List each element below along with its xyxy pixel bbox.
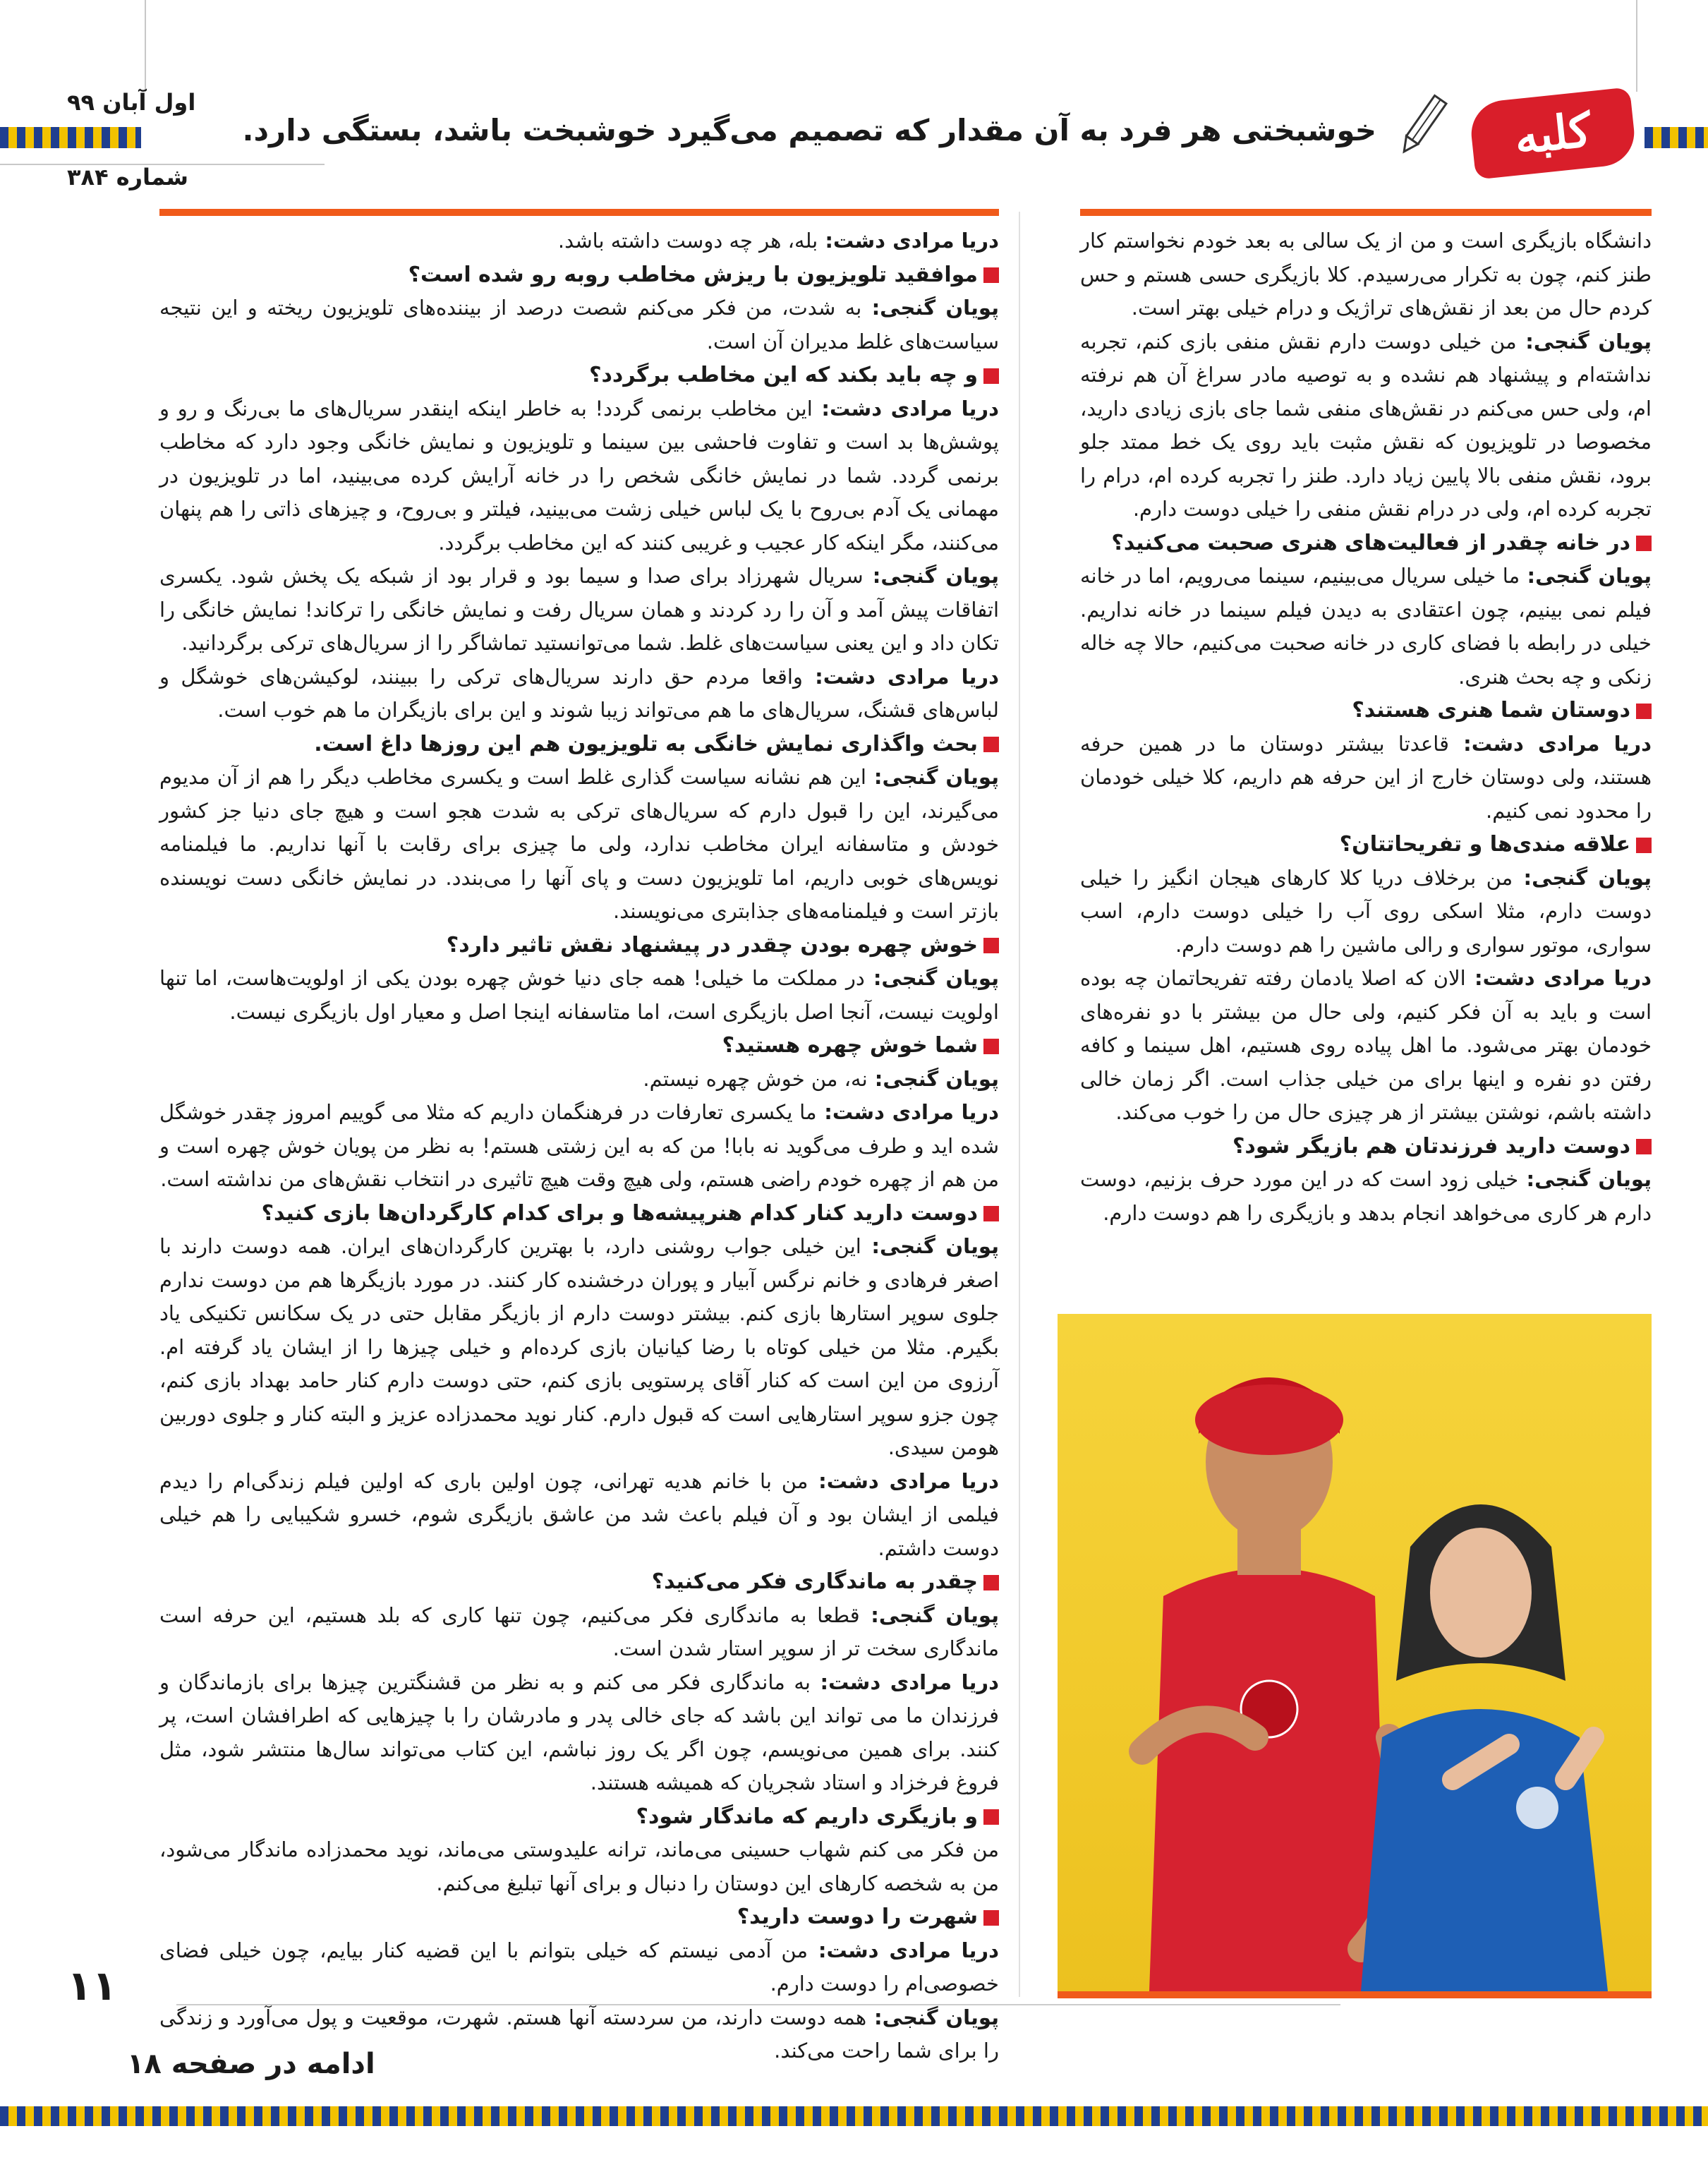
interview-answer	[1080, 962, 1652, 1130]
article-column-left	[159, 209, 999, 2063]
answer-text: قاعدتا بیشتر دوستان ما در همین حرفه هستند، ولی دوستان خارج از این حرفه هم داریم، کلا خیلی خودمان را محدود نمی کنیم.	[1080, 731, 1652, 823]
answer-text: من با خانم هدیه تهرانی، چون اولین باری که اولین فیلم زندگی‌ام را دیدم فیلمی از ایشان بود و آن فیلم باعث شد من عاشق بازیگری شوم، خسرو شکیبایی را هم خیلی دوست داشتم.	[159, 1468, 999, 1560]
answer-text: واقعا مردم حق دارند سریال‌های ترکی را ببینند، لوکیشن‌های خوشگل و لباس‌های قشنگ، سریال‌های ما هم می‌تواند زیبا شوند و این برای بازیگران ما هم خوب است.	[159, 664, 999, 722]
speaker-name: دریا مرادی دشت:	[811, 1670, 999, 1694]
speaker-name: پویان گنجی:	[1520, 564, 1652, 588]
question-text: علاقه مندی‌ها و تفریحاتتان؟	[1339, 832, 1630, 857]
interview-question	[159, 258, 999, 292]
interview-question	[159, 358, 999, 392]
question-text: و بازیگری داریم که ماندگار شود؟	[636, 1804, 978, 1829]
interview-answer	[159, 1465, 999, 1566]
question-bullet-icon	[983, 267, 999, 283]
question-text: و چه باید بکند که این مخاطب برگردد؟	[589, 363, 978, 387]
answer-text: الان که اصلا یادمان رفته تفریحاتمان چه بوده است و باید به آن فکر کنیم، ولی حال من بیشتر با دو نفره‌های خودمان بهتر می‌شود. ما اهل پیاده روی هستیم، اهل سینما و کافه رفتن دو نفره و اینها برای من خیلی جذاب است. اگر زمان خالی داشته باشم، نوشتن بیشتر از هر چیزی حال من را خوب می‌کند.	[1080, 966, 1652, 1124]
header-quote: خوشبختی هر فرد به آن مقدار که تصمیم می‌گیرد خوشبخت باشد، بستگی دارد.	[242, 113, 1376, 147]
column-divider	[1019, 212, 1020, 1997]
question-bullet-icon	[1636, 536, 1652, 551]
answer-text: من آدمی نیستم که خیلی بتوانم با این قضیه کنار بیایم، چون خیلی فضای خصوصی‌ام را دوست دارم.	[159, 1938, 999, 1996]
interview-question	[159, 929, 999, 962]
question-text: شهرت را دوست دارید؟	[737, 1905, 978, 1929]
interview-question	[159, 1565, 999, 1599]
answer-text: همه دوست دارند، من سردسته آنها هستم. شهرت، موقعیت و پول می‌آورد و زندگی را برای شما راحت می‌کند.	[159, 2005, 999, 2063]
interview-answer	[159, 560, 999, 660]
interview-question	[159, 728, 999, 761]
question-text: دوست دارید کنار کدام هنرپیشه‌ها و برای کدام کارگردان‌ها بازی کنید؟	[261, 1200, 978, 1226]
question-text: دوست دارید فرزندتان هم بازیگر شود؟	[1232, 1133, 1630, 1159]
interview-question	[1080, 828, 1652, 862]
article-column-right	[1080, 209, 1652, 1311]
interview-question	[159, 1197, 999, 1231]
issue-number: شماره ۳۸۴	[67, 164, 188, 191]
speaker-name: پویان گنجی:	[859, 1602, 999, 1627]
answer-text: این خیلی جواب روشنی دارد، با بهترین کارگردان‌های ایران. همه دوست دارند با اصغر فرهادی و خانم نرگس آبیار و پوران درخشنده کار کنند. در مورد بازیگرها هم من دوست ندارم جلوی سوپر استارها بازی کنم. بیشتر دوست دارم از بازیگر مقابل حتی در یک سکانس تکنیکی یاد بگیرم. مثلا من خیلی کوتاه با رضا کیانیان بازی کرده‌ام و خیلی چیزها را از ایشان یاد گرفته ام. آرزوی من این است که کنار آقای پرستویی بازی کنم، حتی دوست دارم کنار حامد بهداد بازی کنم، چون جزو سوپر استارهایی است که قبول دارم. کنار نوید محمدزاده عزیز و البته کنار و جلوی دوربین هومن سیدی.	[159, 1234, 999, 1459]
question-bullet-icon	[983, 737, 999, 752]
speaker-name: دریا مرادی دشت:	[802, 664, 999, 689]
question-text: شما خوش چهره هستید؟	[722, 1033, 978, 1058]
interview-question	[159, 1800, 999, 1834]
answer-text: نه، من خوش چهره نیستم.	[643, 1066, 868, 1091]
body-paragraph	[1080, 224, 1652, 325]
question-bullet-icon	[1636, 704, 1652, 719]
question-bullet-icon	[983, 1039, 999, 1054]
question-text: در خانه چقدر از فعالیت‌های هنری صحبت می‌کنید؟	[1111, 530, 1630, 555]
answer-text: قطعا به ماندگاری فکر می‌کنیم، چون تنها کاری که بلد هستیم، این حرفه است ماندگاری سخت تر از سوپر استار شدن است.	[159, 1602, 999, 1660]
answer-text: ما خیلی سریال می‌بینیم، سینما می‌رویم، اما در خانه فیلم نمی بینیم، چون اعتقادی به دیدن فیلم سینما در خانه نداریم. خیلی در رابطه با فضای کاری در خانه صحبت می‌کنیم، حالا چه خاله زنکی و چه بحث هنری.	[1080, 564, 1652, 689]
question-text: دوستان شما هنری هستند؟	[1352, 698, 1630, 723]
body-paragraph	[159, 1833, 999, 1900]
speaker-name: دریا مرادی دشت:	[808, 1468, 999, 1493]
speaker-name: پویان گنجی:	[866, 2005, 999, 2029]
speaker-name: دریا مرادی دشت:	[816, 1100, 999, 1124]
issue-date: اول آبان ۹۹	[67, 89, 196, 116]
question-bullet-icon	[1636, 838, 1652, 853]
speaker-name: پویان گنجی:	[1516, 329, 1652, 354]
answer-text: در مملکت ما خیلی! همه جای دنیا خوش چهره بودن یکی از اولویت‌هاست، اما تنها اولویت نیست، آنجا اصل بازیگری است، اما متاسفانه اینجا اصل و معیار اول بازیگری نیست.	[159, 966, 999, 1024]
answer-text: من خیلی دوست دارم نقش منفی بازی کنم، تجربه نداشته‌ام و پیشنهاد هم نشده و به توصیه مادر سراغ آن هم نرفته ام، ولی حس می‌کنم در نقش‌های منفی شما جای بازی زیادی دارید، مخصوصا در تلویزیون که نقش مثبت باید روی یک خط ممتد جلو برود، نقش منفی بالا پایین زیاد دارد. طنز را تجربه کرده ام، درام را تجربه کرده ام، ولی در درام نقش منفی را خیلی دوست دارم.	[1080, 329, 1652, 521]
interview-question	[159, 1029, 999, 1063]
checker-band-bottom	[0, 2106, 1708, 2126]
interview-answer	[159, 1599, 999, 1666]
page-number: ۱۱	[67, 1962, 117, 2010]
interview-answer	[159, 291, 999, 358]
interview-question	[1080, 526, 1652, 560]
question-bullet-icon	[983, 1809, 999, 1825]
question-bullet-icon	[983, 368, 999, 384]
interview-answer	[159, 761, 999, 929]
question-text: بحث واگذاری نمایش خانگی به تلویزیون هم این روزها داغ است.	[314, 731, 978, 756]
interview-question	[1080, 694, 1652, 728]
speaker-name: پویان گنجی:	[866, 765, 999, 789]
logo-text: کلبه	[1511, 102, 1594, 165]
interview-answer	[1080, 325, 1652, 526]
speaker-name: پویان گنجی:	[861, 1234, 999, 1258]
question-text: چقدر به ماندگاری فکر می‌کنید؟	[651, 1569, 978, 1594]
pencil-icon	[1394, 90, 1450, 161]
interview-question	[1080, 1130, 1652, 1164]
interview-answer	[1080, 1163, 1652, 1230]
speaker-name: پویان گنجی:	[864, 966, 999, 990]
answer-text: بله، هر چه دوست داشته باشد.	[557, 229, 818, 253]
question-bullet-icon	[1636, 1139, 1652, 1154]
speaker-name: پویان گنجی:	[1518, 1167, 1652, 1191]
answer-text: دانشگاه بازیگری است و من از یک سالی به بعد خودم نخواستم کار طنز کنم، چون به تکرار می‌رسیدم. کلا بازیگری حسی هستم و حس کردم حال من بعد از نقش‌های تراژیک و درام خیلی بهتر است.	[1080, 229, 1652, 320]
answer-text: به ماندگاری فکر می کنم و به نظر من قشنگترین چیزها برای بازماندگان و فرزندان ما می تواند این باشد که جای خالی پدر و مادرشان را با چیزهایی که اطرافشان است، پر کنند. برای همین می‌نویسم، چون اگر یک روز نباشم، این کتاب می‌تواند سال‌ها منتشر شود، مثل فروغ فرخزاد و استاد شجریان که همیشه هستند.	[159, 1670, 999, 1794]
interview-answer	[159, 1230, 999, 1465]
interview-answer	[1080, 862, 1652, 962]
answer-text: ما یکسری تعارفات در فرهنگمان داریم که مثلا می گوییم امروز چقدر خوشگل شده اید و طرف می‌گوید نه بابا! من که به این زشتی هستم! به نظر من پویان خوش چهره است و من هم از چهره خودم راضی هستم، ولی هیچ وقت هیچ تاثیری در انتخاب نقش‌های من نداشته است.	[159, 1100, 999, 1191]
interview-answer	[159, 392, 999, 560]
question-bullet-icon	[983, 1206, 999, 1221]
answer-text: من برخلاف دریا کلا کارهای هیجان انگیز را خیلی دوست دارم، مثلا اسکی روی آب را خیلی دوست دارم، اسب سواری، موتور سواری و رالی ماشین را هم دوست دارم.	[1080, 865, 1652, 957]
interview-question	[159, 1900, 999, 1934]
interview-answer	[159, 1934, 999, 2001]
question-bullet-icon	[983, 1575, 999, 1590]
interview-answer	[159, 1063, 999, 1097]
speaker-name: دریا مرادی دشت:	[1465, 966, 1652, 990]
interview-answer	[159, 1096, 999, 1197]
speaker-name: پویان گنجی:	[1513, 865, 1652, 890]
interview-answer	[159, 962, 999, 1029]
interview-answer	[1080, 728, 1652, 828]
speaker-name: دریا مرادی دشت:	[808, 1938, 999, 1962]
page-header	[0, 0, 1708, 212]
couple-photo	[1058, 1314, 1652, 1998]
speaker-name: دریا مرادی دشت:	[1449, 731, 1652, 756]
speaker-name: دریا مرادی دشت:	[812, 396, 999, 421]
continued-on-page: ادامه در صفحه ۱۸	[127, 2048, 375, 2080]
question-bullet-icon	[983, 938, 999, 953]
answer-text: خیلی زود است که در این مورد حرف بزنیم، دوست دارم هر کاری می‌خواهد انجام بدهد و بازیگری را هم دوست دارم.	[1080, 1167, 1652, 1225]
answer-text: به شدت، من فکر می‌کنم شصت درصد از بیننده‌های تلویزیون ریخته و این نتیجه سیاست‌های غلط مدیران آن است.	[159, 296, 999, 354]
speaker-name: دریا مرادی دشت:	[818, 229, 999, 253]
footer-rule	[176, 2004, 1340, 2005]
answer-text: این هم نشانه سیاست گذاری غلط است و یکسری مخاطب دیگر را هم از آن مدیوم می‌گیرند، این را قبول دارم که سریال‌های ترکی به شدت هجو است و هیچ جای دنیا جز کشور خودش و متاسفانه ایران مخاطب ندارد، ولی ما چیزی برای رقابت با آنها نداریم. ما فیلمنامه نویس‌های خوبی داریم، اما تلویزیون دست و پای آنها را می‌بندد. در نمایش خانگی دست نویسنده بازتر است و فیلمنامه‌های جذابتری می‌نویسند.	[159, 765, 999, 923]
answer-text: سریال شهرزاد برای صدا و سیما بود و قرار بود از شبکه یک پخش شود. یکسری اتفاقات پیش آمد و آن را رد کردند و همان سریال رفت و نمایش خانگی را ترکاند! نمایش خانگی را تکان داد و این یعنی سیاست‌های غلط. شما می‌توانستید تماشاگر را از سریال‌های ترکی برگردانید.	[159, 564, 999, 655]
magazine-logo	[1468, 87, 1637, 179]
question-text: موافقید تلویزیون با ریزش مخاطب روبه رو شده است؟	[408, 262, 978, 287]
shirt-emblem	[1516, 1787, 1558, 1829]
speaker-name: پویان گنجی:	[863, 564, 999, 588]
speaker-name: پویان گنجی:	[861, 296, 999, 320]
interview-answer	[159, 1666, 999, 1800]
interview-answer	[159, 660, 999, 728]
question-text: خوش چهره بودن چقدر در پیشنهاد نقش تاثیر دارد؟	[446, 932, 978, 958]
man-shirt	[1149, 1568, 1389, 1991]
interview-answer	[1080, 560, 1652, 694]
question-bullet-icon	[983, 1910, 999, 1926]
answer-text: این مخاطب برنمی گردد! به خاطر اینکه اینقدر سریال‌های ما بی‌رنگ و رو و پوشش‌ها بد است و تفاوت فاحشی بین سینما و تلویزیون و نمایش خانگی وجود دارد که مخاطب برنمی گردد. شما در نمایش خانگی شخص را در خانه آرایش کرده می‌بینید، اما در تلویزیون در مهمانی یک آدم بی‌روح با یک لباس خیلی زشت می‌بینید، فیلتر و بی‌روح، و چیزهای ذاتی را هم پنهان می‌کنند، مگر اینکه کار عجیب و غریبی کنند که این مخاطب برگردد.	[159, 396, 999, 555]
photo-illustration	[1058, 1314, 1652, 1991]
speaker-name: پویان گنجی:	[867, 1066, 999, 1091]
interview-answer	[159, 224, 999, 258]
answer-text: من فکر می کنم شهاب حسینی می‌ماند، ترانه علیدوستی می‌ماند، نوید محمدزاده ماندگار می‌شود، من به شخصه کارهای این دوستان را دنبال و برای آنها تبلیغ می‌کنم.	[159, 1837, 999, 1895]
